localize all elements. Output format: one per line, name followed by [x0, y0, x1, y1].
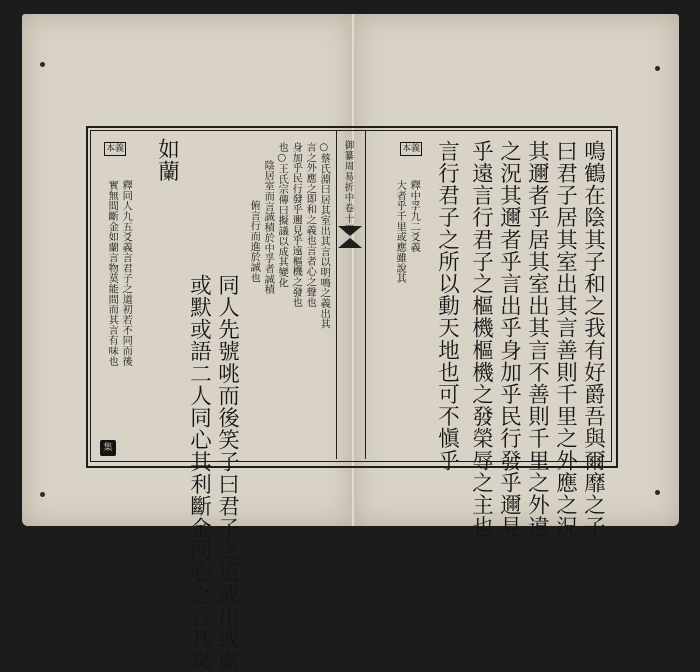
right-main-column-6: 言行君子之所以動天地也可不愼乎 [434, 140, 460, 472]
left-small-column-3: 身加乎民行發乎邇見乎遠樞機之發也 [290, 142, 302, 308]
right-commentary-line-2: 大者乎千里或應雖說其 [394, 180, 406, 284]
seal-mark: 集 [100, 440, 116, 456]
right-main-column-5: 乎遠言行君子之樞機樞機之發榮辱之主也 [468, 140, 494, 538]
left-main-column-2: 或默或語二人同心其利斷金同心之言其臭 [186, 274, 212, 672]
right-commentary-line-1: 釋中孚九二爻義 [408, 180, 420, 253]
right-commentary-block [400, 142, 422, 156]
commentary-badge: 本義 [402, 144, 421, 154]
left-commentary-badge-wrap [104, 142, 126, 156]
left-small-column-4: 也○王氏宗傳曰擬議以成其變化 [276, 142, 288, 288]
left-commentary-line-2: 實無間斷金如蘭言物莫能間而其言有味也 [106, 180, 118, 367]
left-small-column-1: ○蔡氏淵曰居其室出其言以明鳴之義出其 [318, 142, 330, 330]
left-small-column-5: 陰居室而言誠積於中孚者誠積 [262, 160, 274, 295]
commentary-badge: 本義 [106, 144, 125, 154]
right-main-column-1: 鳴鶴在陰其子和之我有好爵吾與爾靡之子 [580, 140, 606, 538]
binding-hole [40, 62, 45, 67]
left-small-column-6: 俯言行而進於誠也 [248, 200, 260, 283]
left-commentary-line-1: 釋同人九五爻義言君子之道初若不同而後 [120, 180, 132, 367]
right-main-column-3: 其邇者乎居其室出其言不善則千里之外違 [524, 140, 550, 538]
center-title: 御纂周易折中卷十四 [342, 140, 354, 235]
left-small-column-2: 言之外應之即和之義也言者心之聲也 [304, 142, 316, 308]
left-main-column-1: 同人先號咷而後笑子曰君子之道或出或處 [214, 274, 240, 672]
right-main-column-4: 之況其邇者乎言出乎身加乎民行發乎邇見 [496, 140, 522, 538]
binding-hole [655, 66, 660, 71]
binding-hole [655, 490, 660, 495]
right-main-column-2: 曰君子居其室出其言善則千里之外應之況 [552, 140, 578, 538]
left-main-column-3: 如蘭 [154, 138, 180, 183]
binding-hole [40, 492, 45, 497]
